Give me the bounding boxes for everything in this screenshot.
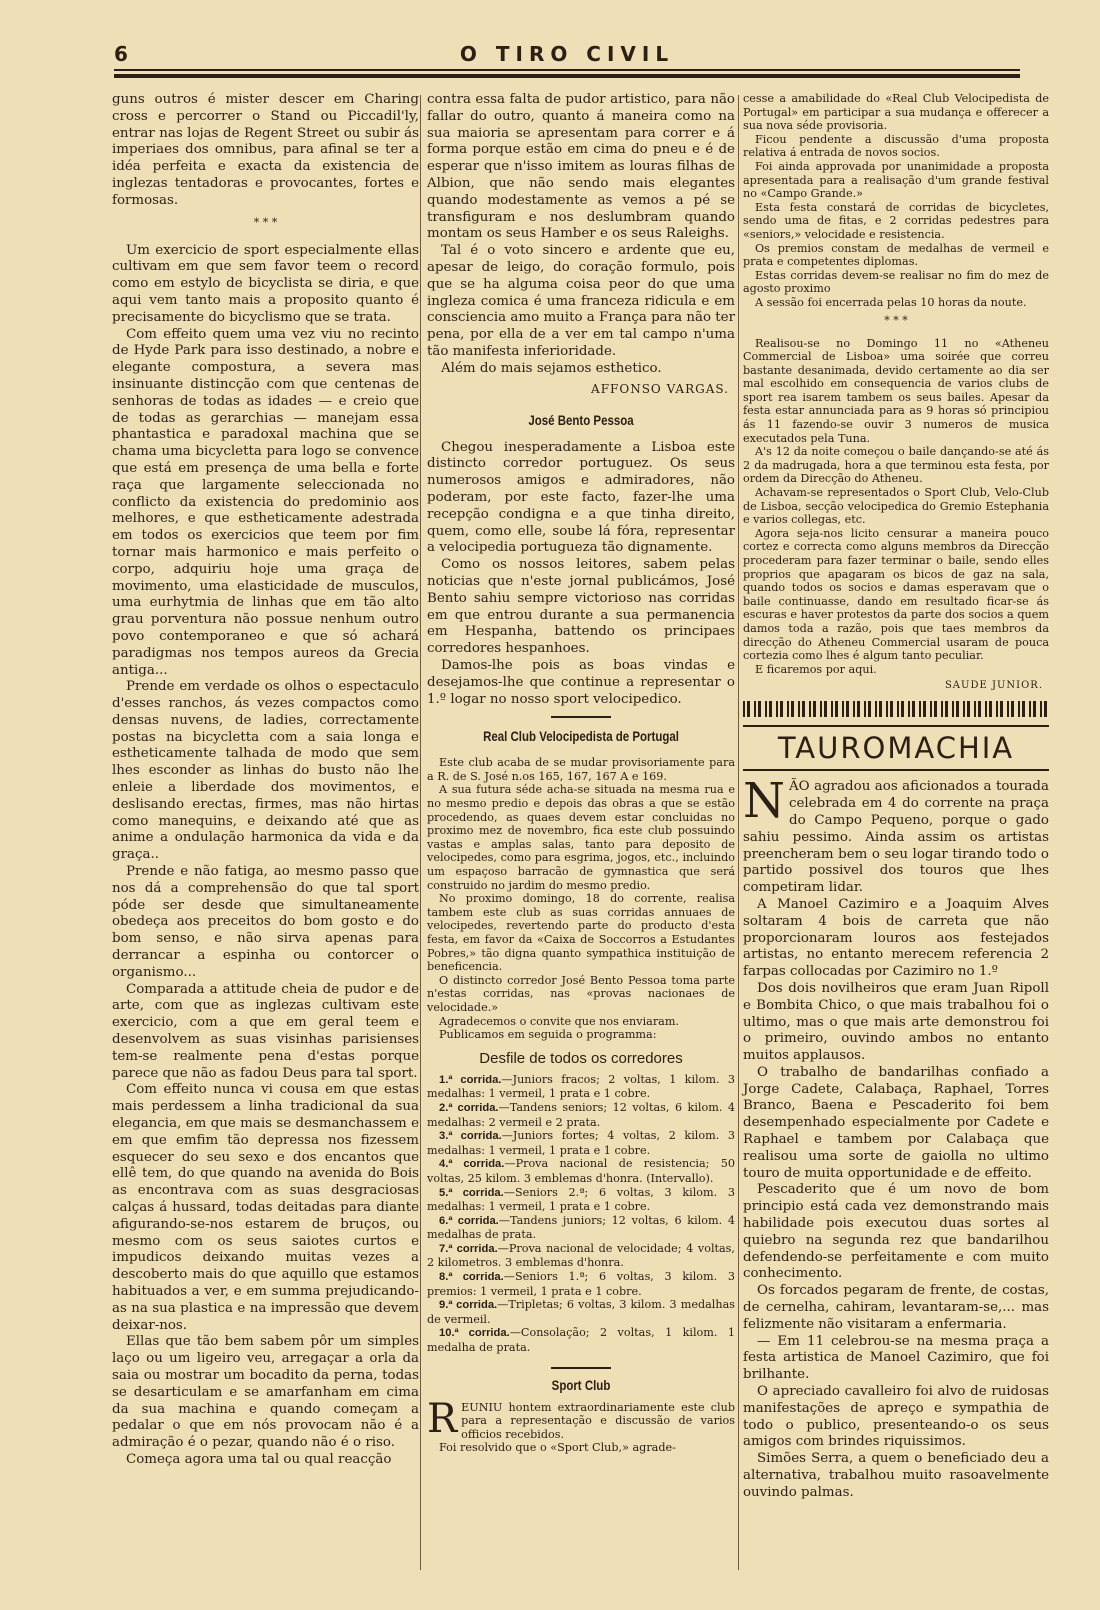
race-number: 10.ª corrida.	[439, 1327, 510, 1340]
section-asterisms: * * *	[253, 215, 278, 229]
race-details: —Prova nacional de velocidade; 4 voltas, 2 kilometros. 3 emblemas d'honra.	[427, 1241, 735, 1270]
paragraph: Simões Serra, a quem o beneficiado deu a alternativa, trabalhou muito rasoavelmente ouvindo palmas.	[743, 1451, 1049, 1500]
paragraph	[427, 1395, 735, 1442]
article-signature: SAUDE JUNIOR.	[944, 680, 1043, 692]
paragraph: cesse a amabilidade do «Real Club Velocipedista de Portugal» em participar a sua mudança e offerecer a sua nova séde provisoria.	[743, 92, 1049, 133]
paragraph: Foi ainda approvada por unanimidade a proposta apresentada para a realisação d'um grande festival no «Campo Grande.»	[743, 159, 1049, 201]
paragraph: Esta festa constará de corridas de bicycletes, sendo uma de fitas, e 2 corridas pedestres para «seniors,» velocidade e resistencia.	[743, 200, 1049, 241]
paragraph: Ficou pendente a discussão d'uma proposta relativa á entrada de novos socios.	[743, 132, 1049, 160]
paragraph: Agora seja-nos licito censurar a maneira pouco cortez e correcta como alguns membros da Direcção procederam para fazer terminar o baile, sendo elles proprios que apagaram os bicos de gaz na sala, quando todos os socios e damas esperavam que o baile continuasse, dando em resultado ficar-se ás escuras e haver protestos da parte dos socios a quem damos toda a razão, pois que taes membros da direcção do Atheneu Commercial usaram de pouca cortezia como lhes é algum tanto peculiar.	[743, 526, 1049, 663]
paragraph	[743, 773, 1049, 897]
paragraph: O apreciado cavalleiro foi alvo de ruidosas manifestações de apreço e sympathia de todo o publico, presenteando-o os seus amigos com brindes riquissimos.	[743, 1384, 1049, 1450]
paragraph: Comparada a attitude cheia de pudor e de arte, com que as inglezas cultivam este exercicio, com a que em geral teem e desenvolvem as suas visinhas parisienses tem-se realmente pena d'estas porque parece que não as fadou Deus para tal sport.	[112, 981, 419, 1081]
column-3	[743, 92, 1049, 1502]
paragraph: Com effeito quem uma vez viu no recinto de Hyde Park para isso destinado, a nobre e elegante compostura, a severa mas insinuante distincção com que centenas de senhoras de todas as idades — e creio que de todas as gerarchias — manejam essa phantastica e paradoxal machina que se chama uma bicycletta para logo se convence que está em presença de uma bella e forte raça que largamente seleccionada no conflicto da existencia do predominio aos melhores, e que estheticamente adestrada em todos os exercicios que teem por fim tornar mais harmonico e mais perfeito o corpo, adquiriu hoje uma graça de movimento, uma elasticidade de musculos, uma eurhytmia de linhas que em tão alto grau porventura não possue nenhum outro povo contemporaneo e que só achará paradigmas nos tempos aureos da Grecia antiga...	[112, 326, 419, 678]
paragraph: Como os nossos leitores, sabem pelas noticias que n'este jornal publicámos, José Bento sahiu sempre victorioso nas corridas em que entrou durante a sua permanencia em Hespanha, battendo os principaes corredores hespanhoes.	[427, 557, 735, 657]
race-programme	[427, 1073, 735, 1355]
paragraph: Além do mais sejamos esthetico.	[441, 360, 662, 376]
article-heading-sport-club: Sport Club	[551, 1376, 611, 1393]
race-details: —Tandens seniors; 12 voltas, 6 kilom. 4 medalhas: 2 vermeil e 2 prata.	[427, 1100, 735, 1129]
race-item	[427, 1214, 735, 1242]
race-details: —Juniors fracos; 2 voltas, 1 kilom. 3 medalhas: 1 vermeil, 1 prata e 1 cobre.	[427, 1072, 735, 1101]
race-number: 8.ª corrida.	[439, 1271, 504, 1284]
race-number: 7.ª corrida.	[439, 1242, 498, 1255]
paragraph: Tal é o voto sincero e ardente que eu, apesar de leigo, do coração formulo, pois que se ha alguma coisa peor do que uma ingleza comica é uma franceza ridicula e em consciencia amo muito a França para não ter pena, por ella de a ver em tal campo n'uma tão manifesta inferioridade.	[427, 243, 735, 359]
paragraph: O distincto corredor José Bento Pessoa toma parte n'estas corridas, nas «provas nacionaes de velocidade.»	[427, 973, 735, 1014]
race-item	[427, 1186, 735, 1214]
paragraph: Este club acaba de se mudar provisoriamente para a R. de S. José n.os 165, 167, 167 A e 169.	[427, 756, 735, 783]
column-2	[427, 92, 735, 1455]
ornamental-border	[743, 701, 1049, 717]
paragraph: guns outros é mister descer em Charing cross e percorrer o Stand ou Piccadil'ly, entrar nas lojas de Regent Street ou subir ás imperiaes dos omnibus, para afinal se ter a idéa perfeita e exacta da existencia de inglezas tentadoras e provocantes, fortes e formosas.	[112, 92, 419, 208]
race-item	[427, 1073, 735, 1101]
paragraph: Agradecemos o convite que nos enviaram.	[439, 1014, 679, 1028]
race-number: 6.ª corrida.	[439, 1214, 499, 1227]
column-1	[112, 92, 419, 1469]
race-item	[427, 1129, 735, 1157]
article-heading-jose-bento-pessoa: José Bento Pessoa	[528, 411, 634, 428]
paragraph: Pescaderito que é um novo de bom principio está cada vez demonstrando mais habilidade pois executou duas sortes al quiebro na segunda rez que bandarilhou defendendo-se perfeitamente e com muito conhecimento.	[743, 1182, 1049, 1282]
paragraph: Achavam-se representados o Sport Club, Velo-Club de Lisboa, secção velocipedica do Gremio Estephania e varios collegas, etc.	[743, 486, 1049, 527]
programme-heading: Desfile de todos os corredores	[479, 1049, 683, 1067]
race-item	[427, 1242, 735, 1270]
race-item	[427, 1157, 735, 1185]
article-heading-real-club: Real Club Velocipedista de Portugal	[483, 728, 679, 745]
paragraph: Chegou inesperadamente a Lisboa este distincto corredor portuguez. Os seus numerosos amigos e admiradores, não poderam, por este facto, fazer-lhe uma recepção condigna e a que tinha direito, quem, como elle, soube lá fóra, representar a velocipedia portugueza tão dignamente.	[427, 439, 735, 556]
paragraph-text: EUNIU hontem extraordinariamente este club para a representação e discussão de varios officios recebidos.	[461, 1400, 735, 1441]
race-number: 9.ª corrida.	[439, 1299, 498, 1312]
drop-cap: N	[743, 773, 785, 830]
paragraph: A sessão foi encerrada pelas 10 horas da noute.	[755, 295, 1027, 309]
race-number: 5.ª corrida.	[439, 1186, 504, 1199]
column-divider-1	[420, 95, 421, 1570]
paragraph: E ficaremos por aqui.	[755, 662, 877, 676]
paragraph-text: ÃO agradou aos aficionados a tourada celebrada em 4 do corrente na praça do Campo Pequeno, porque o gado sahiu pessimo. Ainda assim os artistas preencheram bem o seu logar tirando todo o partido possivel dos touros que lhes competiram lidar.	[743, 779, 1049, 896]
page-number: 6	[114, 42, 128, 66]
paragraph: Começa agora uma tal ou qual reacção	[126, 1451, 392, 1467]
header-rule-thin	[114, 69, 1020, 71]
race-number: 1.ª corrida.	[439, 1073, 502, 1086]
paragraph: No proximo domingo, 18 do corrente, realisa tambem este club as suas corridas annuaes de velocipedes, revertendo parte do producto d'esta festa, em favor da «Caixa de Soccorros a Estudantes Pobres,» tão digna quanto sympathica instituição de beneficencia.	[427, 892, 735, 974]
race-details: —Seniors 2.ª; 6 voltas, 3 kilom. 3 medalhas: 1 vermeil, 1 prata e 1 cobre.	[427, 1185, 735, 1214]
paragraph: Ellas que tão bem sabem pôr um simples laço ou um ligeiro veu, arregaçar a orla da saia ou mostrar um bocadito da perna, todas se desarticulam e se amarfanham em cima da sua machina e quando começam a pedalar o que em nós provocam não é a admiração é o pezar, quando não é o riso.	[112, 1334, 419, 1451]
paragraph: Publicamos em seguida o programma:	[439, 1028, 657, 1042]
paragraph: Prende e não fatiga, ao mesmo passo que nos dá a comprehensão do que tal sport póde ser desde que simultaneamente obedeça aos preceitos do bom gosto e do bom senso, e não sirva apenas para derrancar a espinha ou contorcer o organismo...	[112, 864, 419, 980]
paragraph: A's 12 da noite começou o baile dançando-se até ás 2 da madrugada, hora a que terminou esta festa, por ordem da Direcção do Atheneu.	[743, 445, 1049, 486]
paragraph: contra essa falta de pudor artistico, para não fallar do outro, quanto á maneira como na sua maioria se apresentam para correr e á forma porque estão em cima do pneu e é de esperar que n'isso imitem as louras filhas de Albion, que não sendo mais elegantes quando modestamente as vemos a pé se transfiguram e nos deslumbram quando montam os seus Hamber e os seus Raleighs.	[427, 92, 735, 242]
column-divider-2	[738, 95, 739, 1570]
race-details: —Consolação; 2 voltas, 1 kilom. 1 medalha de prata.	[427, 1326, 736, 1355]
paragraph: Um exercicio de sport especialmente ellas cultivam em que sem favor teem o record como em estylo de bicyclista se diria, e que aqui vem tanto mais a proposito quanto é precisamente do bicyclismo que se trata.	[112, 242, 419, 325]
paragraph: Damos-lhe pois as boas vindas e desejamos-lhe que continue a representar o 1.º logar no nosso sport velocipedico.	[427, 657, 735, 707]
race-details: —Juniors fortes; 4 voltas, 2 kilom. 3 medalhas: 1 vermeil, 1 prata e 1 cobre.	[427, 1129, 735, 1157]
paragraph: Os premios constam de medalhas de vermeil e prata e competentes diplomas.	[743, 241, 1049, 269]
race-details: —Seniors 1.ª; 6 voltas, 3 kilom. 3 premios: 1 vermeil, 1 prata e 1 cobre.	[427, 1270, 735, 1298]
paragraph: Foi resolvido que o «Sport Club,» agrade-	[439, 1441, 676, 1455]
section-heading-tauromachia: TAUROMACHIA	[743, 725, 1049, 771]
drop-cap: R	[427, 1395, 458, 1442]
section-asterisms: * * *	[884, 313, 908, 327]
paragraph: Realisou-se no Domingo 11 no «Atheneu Commercial de Lisboa» uma soirée que correu bastante desanimada, devido certamente ao dia ser mal escolhido em consequencia de varios clubs de sport rea isarem tambem os seus bailes. Apesar da festa estar annunciada para as 9 horas só principiou ás 11 fazendo-se ouvir 3 numeros de musica executados pela Tuna.	[743, 336, 1049, 445]
race-details: —Tripletas; 6 voltas, 3 kilom. 3 medalhas de vermeil.	[427, 1298, 735, 1326]
race-item	[427, 1326, 735, 1354]
race-item	[427, 1270, 735, 1298]
race-number: 3.ª corrida.	[439, 1130, 502, 1143]
race-details: —Tandens juniors; 12 voltas, 6 kilom. 4 medalhas de prata.	[427, 1213, 735, 1242]
paragraph: Os forcados pegaram de frente, de costas, de cernelha, cahiram, levantaram-se,... mas felizmente não visitaram a enfermaria.	[743, 1283, 1049, 1332]
paragraph: A sua futura séde acha-se situada na mesma rua e no mesmo predio e depois das obras a que se estão procedendo, as quaes devem estar concluidas no proximo mez de novembro, fica este club possuindo vastas e amplas salas, tanto para deposito de velocipedes, como para esgrima, jogos, etc., incluindo um espaçoso barracão de gymnastica que será construido no jardim do mesmo predio.	[427, 783, 735, 892]
paragraph: Com effeito nunca vi cousa em que estas mais perdessem a linha tradicional da sua elegancia, em que mais se desmanchassem e em que emfim tão depressa nos fizessem esquecer do seu sexo e dos encantos que ellê tem, do que quando na avenida do Bois as encontrava com as suas desgraciosas calças á hussard, todas deitadas para diante afigurando-se-nos estarem de bruços, ou mesmo com os seus saiotes curtos e impudicos deixando muitas vezes a descoberto mais do que aquillo que estamos habituados a ver, e em summa prejudicando-as na sua plastica e na impressão que devem deixar-nos.	[112, 1082, 419, 1333]
section-rule	[551, 716, 611, 718]
article-signature: AFFONSO VARGAS.	[591, 381, 729, 396]
race-number: 4.ª corrida.	[439, 1158, 505, 1171]
race-item	[427, 1101, 735, 1129]
page-header	[114, 42, 1020, 68]
paragraph: O trabalho de bandarilhas confiado a Jorge Cadete, Calabaça, Raphael, Torres Branco, Baena e Pescaderito foi bem desempenhado especialmente por Cadete e Raphael e tambem por Calabaça que realisou uma sorte de gaiolla no ultimo touro de muita opportunidade e de effeito.	[743, 1064, 1049, 1181]
paragraph: Prende em verdade os olhos o espectaculo d'esses ranchos, ás vezes compactos como densas nuvens, de ladies, correctamente postas na bicycletta com a saia longa e estheticamente talhada de modo que sem lhes esconder as linhas do busto não lhe enleie a liberdade dos movimentos, e deslisando erectas, firmes, mas não hirtas como manequins, e deixando até que as anime a ondulação harmonica da vida e da graça..	[112, 679, 419, 863]
paragraph: — Em 11 celebrou-se na mesma praça a festa artistica de Manoel Cazimiro, que foi brilhante.	[743, 1333, 1049, 1383]
paragraph: Estas corridas devem-se realisar no fim do mez de agosto proximo	[743, 268, 1049, 296]
section-rule	[551, 1367, 611, 1369]
race-details: —Prova nacional de resistencia; 50 voltas, 25 kilom. 3 emblemas d'honra. (Intervallo).	[427, 1157, 735, 1185]
race-number: 2.ª corrida.	[439, 1101, 499, 1114]
header-rule-thick	[114, 74, 1020, 78]
race-item	[427, 1298, 735, 1326]
paragraph: Dos dois novilheiros que eram Juan Ripoll e Bombita Chico, o que mais trabalhou foi o ultimo, mas o que mais arte demonstrou foi o primeiro, ouvindo ambos no entanto muitos applausos.	[743, 980, 1049, 1064]
paragraph: A Manoel Cazimiro e a Joaquim Alves soltaram 4 bois de carreta que não proporcionaram louros aos festejados artistas, no entanto merecem referencia 2 farpas collocadas por Cazimiro no 1.º	[743, 896, 1049, 980]
newspaper-title: O TIRO CIVIL	[459, 42, 675, 66]
